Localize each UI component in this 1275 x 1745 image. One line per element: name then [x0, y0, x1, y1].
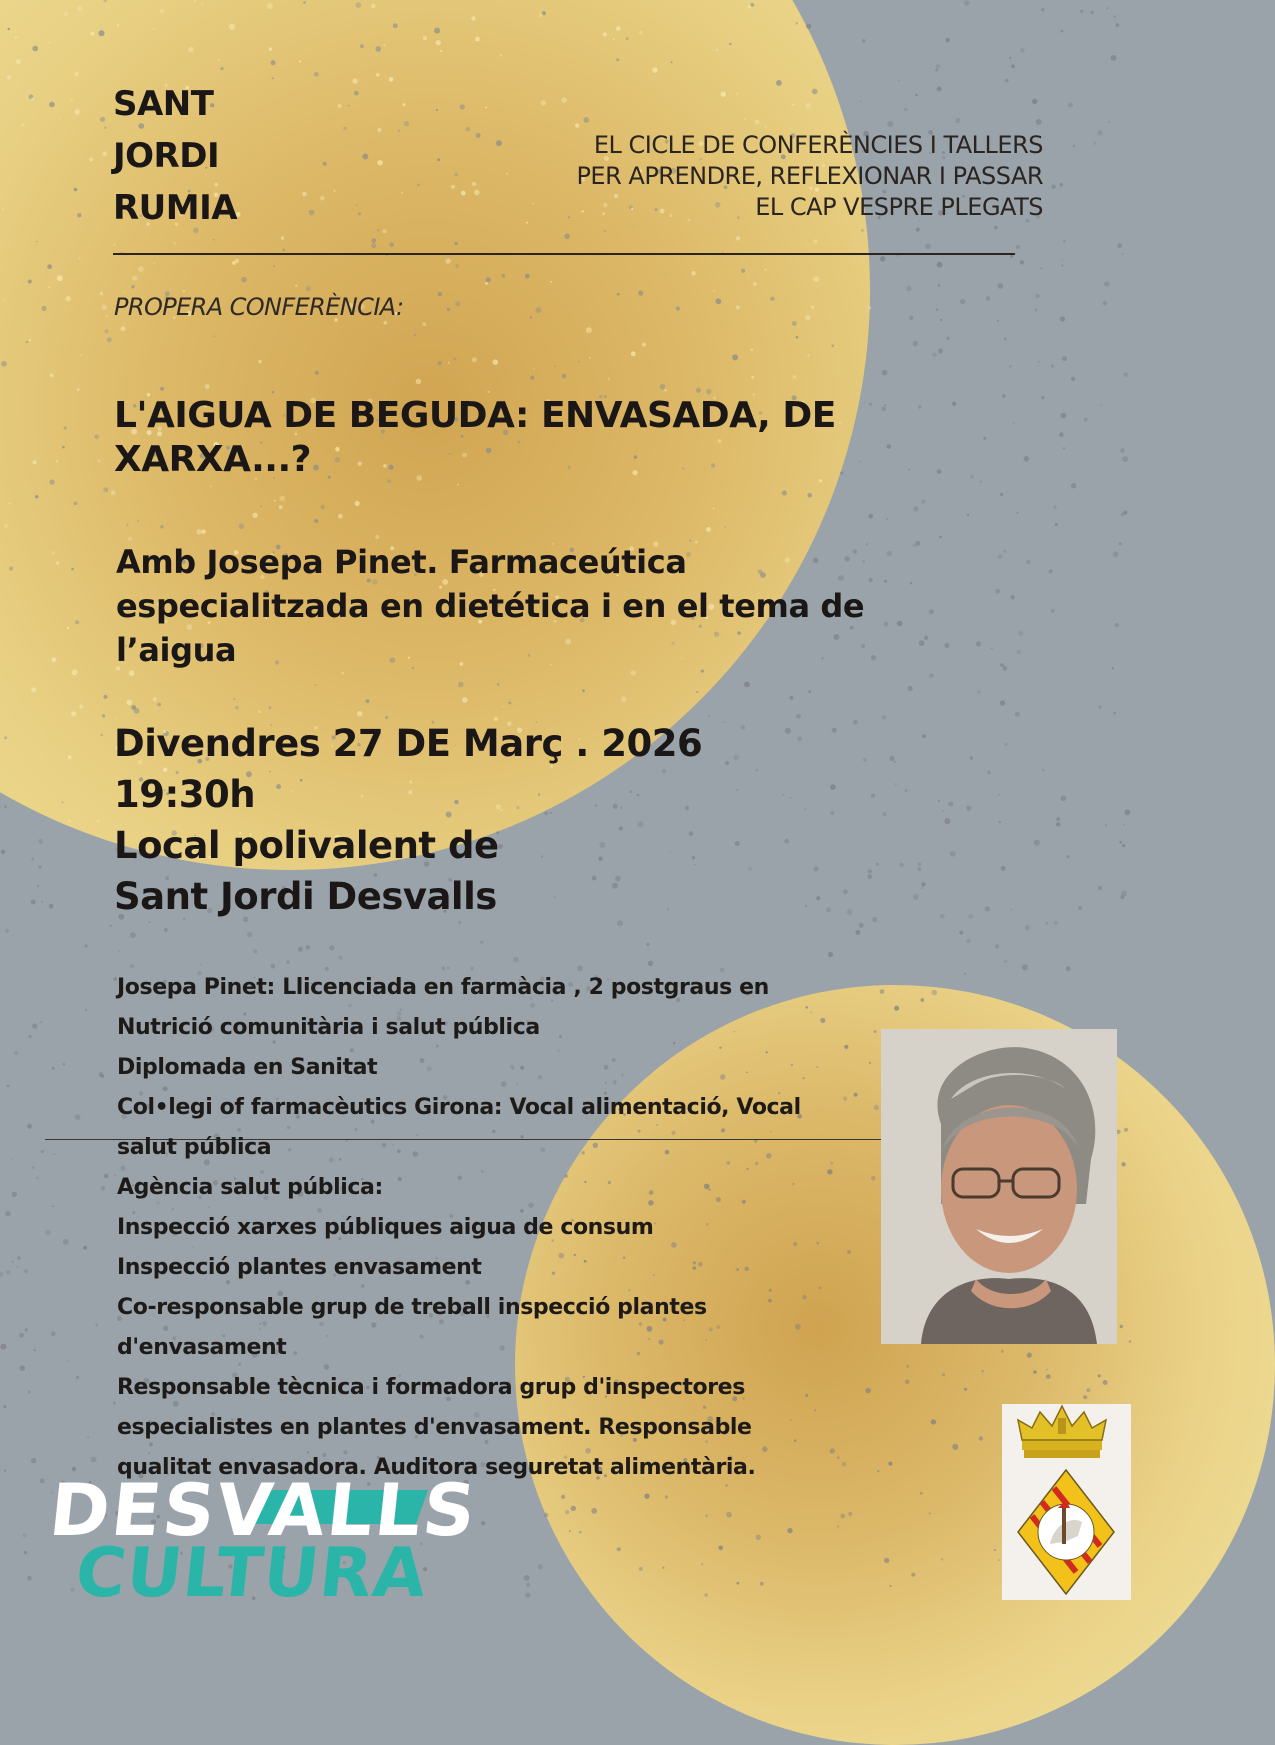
bio-line: Col•legi of farmacèutics Girona: Vocal alimentació, Vocal — [117, 1095, 801, 1120]
tagline-line: EL CICLE DE CONFERÈNCIES I TALLERS — [593, 131, 1043, 159]
bio-line: Nutrició comunitària i salut pública — [117, 1015, 540, 1040]
bio-line: Agència salut pública: — [117, 1175, 383, 1200]
next-conference-label: PROPERA CONFERÈNCIA: — [114, 293, 404, 321]
speaker-intro: Amb Josepa Pinet. Farmaceútica especialitzada en dietética i en el tema de l’aigua — [116, 543, 865, 669]
logo-line: DESVALLS — [45, 1468, 482, 1552]
bio-line: Josepa Pinet: Llicenciada en farmàcia , 2 postgraus en — [117, 975, 769, 1000]
logo-line: CULTURA — [71, 1534, 431, 1613]
coat-of-arms — [1002, 1404, 1131, 1600]
event-place: Sant Jordi Desvalls — [114, 875, 497, 918]
bio-line: Responsable tècnica i formadora grup d'inspectores — [117, 1375, 745, 1400]
event-details — [114, 718, 874, 922]
brand-line: JORDI — [113, 136, 220, 176]
event-date: Divendres 27 DE Març . 2026 — [114, 722, 703, 765]
conference-title: L'AIGUA DE BEGUDA: ENVASADA, DE XARXA...? — [114, 395, 836, 480]
bio-line: Inspecció plantes envasament — [117, 1255, 482, 1280]
tagline — [576, 130, 1043, 223]
tagline-line: PER APRENDRE, REFLEXIONAR I PASSAR — [576, 162, 1043, 190]
divider-top — [113, 253, 1015, 255]
event-time: 19:30h — [114, 773, 256, 816]
bio-line: especialistes en plantes d'envasament. Responsable — [117, 1415, 752, 1440]
coat-of-arms-icon — [1002, 1404, 1131, 1600]
bio-line: Co-responsable grup de treball inspecció plantes — [117, 1295, 707, 1320]
bio-line: Inspecció xarxes públiques aigua de consum — [117, 1215, 654, 1240]
event-place: Local polivalent de — [114, 824, 499, 867]
brand-line: SANT — [113, 84, 214, 124]
bio-line: salut pública — [117, 1135, 272, 1160]
speaker-bio — [117, 968, 887, 1488]
brand-line: RUMIA — [113, 188, 238, 228]
brand-title — [113, 78, 237, 234]
tagline-line: EL CAP VESPRE PLEGATS — [755, 193, 1043, 221]
speaker-photo — [881, 1029, 1117, 1344]
speaker-portrait-icon — [881, 1029, 1117, 1344]
bio-line: qualitat envasadora. Auditora seguretat alimentària. — [117, 1455, 756, 1480]
desvalls-cultura-logo — [42, 1468, 482, 1613]
bio-line: Diplomada en Sanitat — [117, 1055, 378, 1080]
bio-line: d'envasament — [117, 1335, 287, 1360]
